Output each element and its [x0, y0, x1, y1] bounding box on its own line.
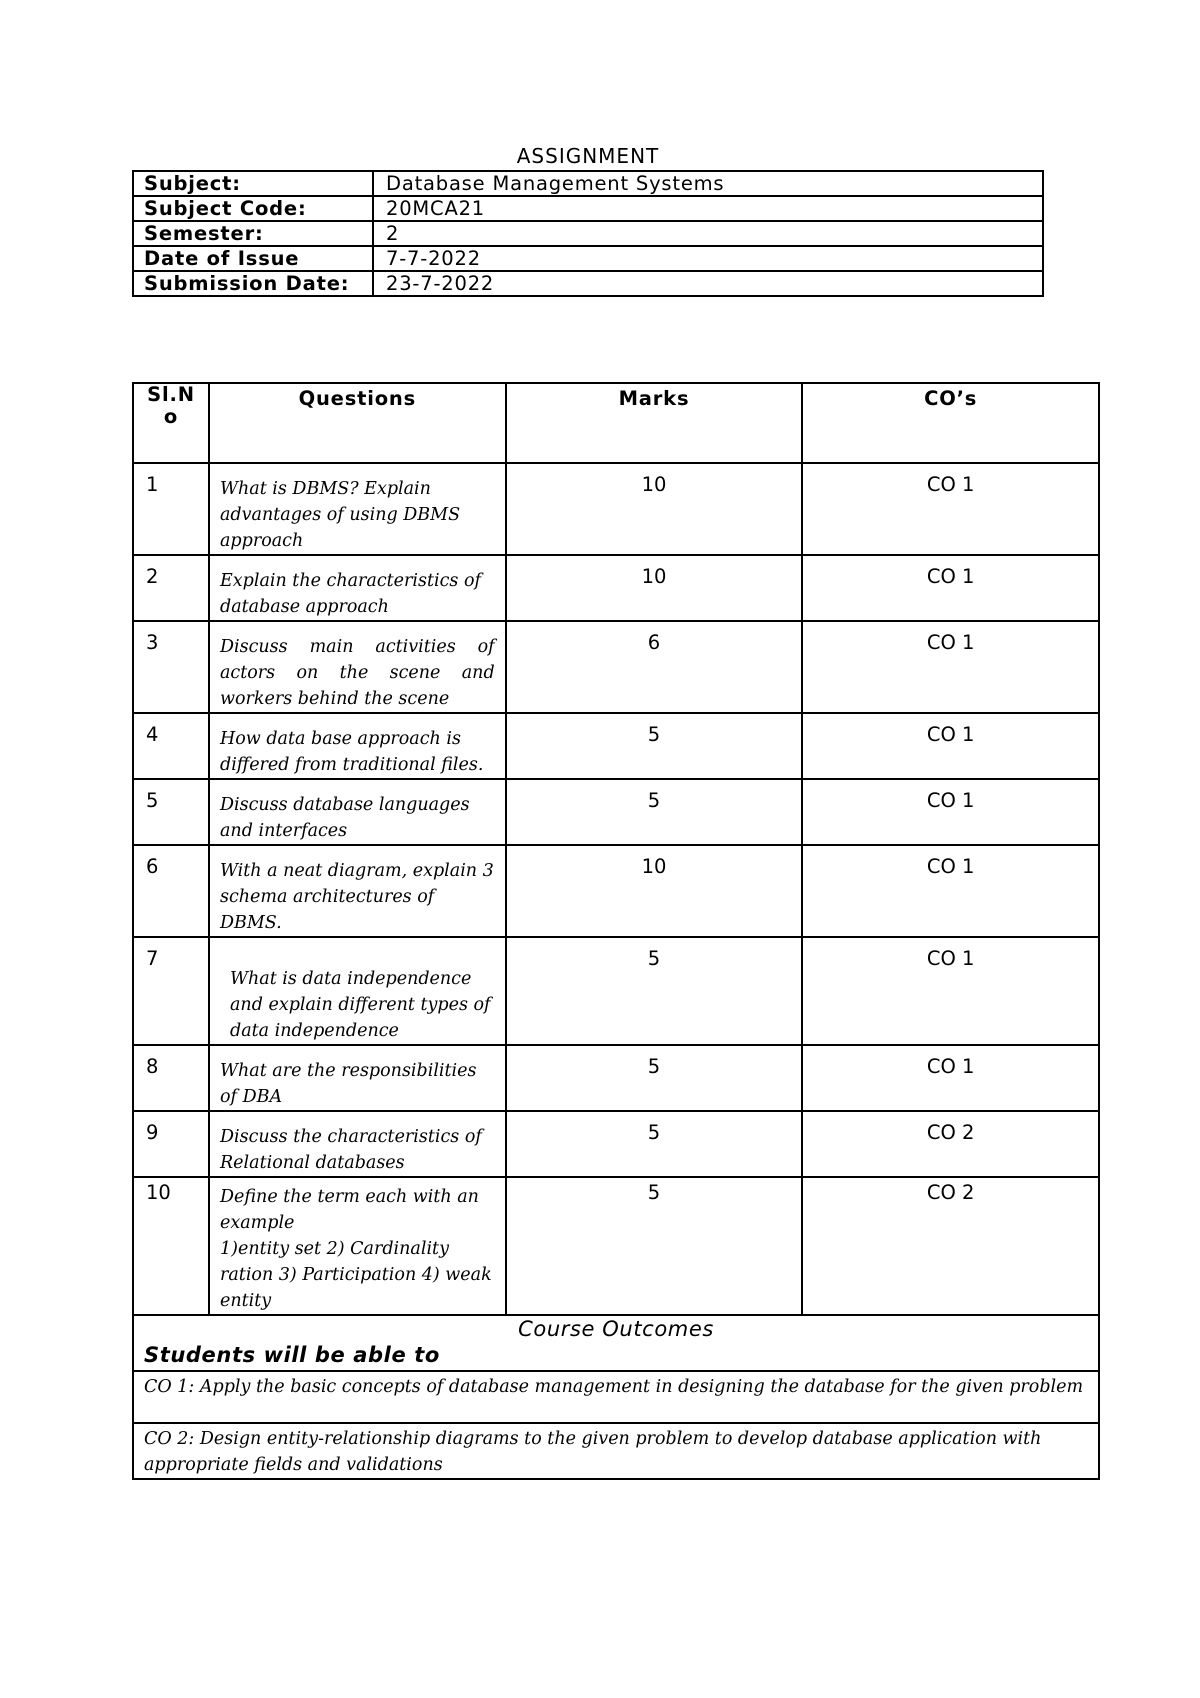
row-question-line1: Define the term each with an example — [220, 1187, 479, 1233]
row-marks: 10 — [506, 845, 803, 937]
row-question-line2: 1)entity set 2) Cardinality ration 3) Participation 4) weak entity — [220, 1239, 492, 1311]
row-co: CO 1 — [802, 463, 1099, 555]
info-row-subject — [133, 171, 1043, 196]
table-row — [133, 463, 1099, 555]
row-marks: 10 — [506, 555, 803, 621]
row-co: CO 1 — [802, 1045, 1099, 1111]
row-question: Discuss the characteristics of Relational databases — [209, 1111, 506, 1177]
row-question: What is data independence and explain different types of data independence — [209, 937, 506, 1045]
header-cos: CO’s — [802, 383, 1099, 463]
row-slno: 8 — [133, 1045, 209, 1111]
row-slno: 5 — [133, 779, 209, 845]
course-outcome-row — [133, 1423, 1099, 1479]
header-marks: Marks — [506, 383, 803, 463]
header-slno — [133, 383, 209, 463]
course-outcomes-header — [133, 1315, 1099, 1371]
row-question: What is DBMS? Explain advantages of using DBMS approach — [209, 463, 506, 555]
info-value: Database Management Systems — [373, 171, 1043, 196]
info-label: Date of Issue — [133, 246, 373, 271]
header-slno-line1: Sl.N — [147, 383, 195, 406]
table-row — [133, 845, 1099, 937]
row-slno: 2 — [133, 555, 209, 621]
row-slno: 7 — [133, 937, 209, 1045]
info-value: 2 — [373, 221, 1043, 246]
table-row — [133, 1111, 1099, 1177]
row-marks: 6 — [506, 621, 803, 713]
row-co: CO 1 — [802, 779, 1099, 845]
row-marks: 5 — [506, 1177, 803, 1315]
row-marks: 5 — [506, 1045, 803, 1111]
table-header-row — [133, 383, 1099, 463]
info-label: Subject: — [133, 171, 373, 196]
row-slno: 6 — [133, 845, 209, 937]
course-outcome-row — [133, 1371, 1099, 1423]
header-slno-line2: o — [163, 405, 179, 428]
row-co: CO 1 — [802, 555, 1099, 621]
course-outcome-text: CO 2: Design entity-relationship diagrams to the given problem to develop database application with appropriate fields and validations — [133, 1423, 1099, 1479]
course-outcomes-subtitle: Students will be able to — [144, 1343, 440, 1367]
table-row — [133, 713, 1099, 779]
row-marks: 5 — [506, 937, 803, 1045]
page-title: ASSIGNMENT — [516, 144, 660, 168]
info-row-subject-code — [133, 196, 1043, 221]
row-co: CO 2 — [802, 1111, 1099, 1177]
row-question — [209, 1177, 506, 1315]
row-co: CO 1 — [802, 937, 1099, 1045]
info-row-semester — [133, 221, 1043, 246]
row-co: CO 1 — [802, 621, 1099, 713]
row-slno: 4 — [133, 713, 209, 779]
course-outcome-text: CO 1: Apply the basic concepts of database management in designing the database for the given problem — [133, 1371, 1099, 1423]
row-question: With a neat diagram, explain 3 schema architectures of DBMS. — [209, 845, 506, 937]
assignment-info-table — [132, 170, 1044, 297]
info-value: 23-7-2022 — [373, 271, 1043, 296]
table-row — [133, 1045, 1099, 1111]
row-marks: 5 — [506, 1111, 803, 1177]
row-question: How data base approach is differed from traditional files. — [209, 713, 506, 779]
info-value: 20MCA21 — [373, 196, 1043, 221]
course-outcomes-header-row — [133, 1315, 1099, 1371]
row-question: What are the responsibilities of DBA — [209, 1045, 506, 1111]
info-label: Subject Code: — [133, 196, 373, 221]
table-row — [133, 621, 1099, 713]
info-value: 7-7-2022 — [373, 246, 1043, 271]
table-row — [133, 779, 1099, 845]
row-slno: 9 — [133, 1111, 209, 1177]
row-co: CO 1 — [802, 713, 1099, 779]
row-question: Discuss database languages and interfaces — [209, 779, 506, 845]
info-row-date-of-issue — [133, 246, 1043, 271]
info-row-submission-date — [133, 271, 1043, 296]
table-row — [133, 1177, 1099, 1315]
row-question: Discuss main activities of actors on the scene and workers behind the scene — [209, 621, 506, 713]
row-slno: 1 — [133, 463, 209, 555]
table-row — [133, 937, 1099, 1045]
row-co: CO 2 — [802, 1177, 1099, 1315]
row-slno: 3 — [133, 621, 209, 713]
table-row — [133, 555, 1099, 621]
row-marks: 5 — [506, 779, 803, 845]
questions-table — [132, 382, 1100, 1480]
row-question: Explain the characteristics of database approach — [209, 555, 506, 621]
row-marks: 10 — [506, 463, 803, 555]
header-questions: Questions — [209, 383, 506, 463]
row-slno: 10 — [133, 1177, 209, 1315]
info-label: Submission Date: — [133, 271, 373, 296]
row-co: CO 1 — [802, 845, 1099, 937]
row-marks: 5 — [506, 713, 803, 779]
info-label: Semester: — [133, 221, 373, 246]
course-outcomes-title: Course Outcomes — [518, 1317, 714, 1341]
